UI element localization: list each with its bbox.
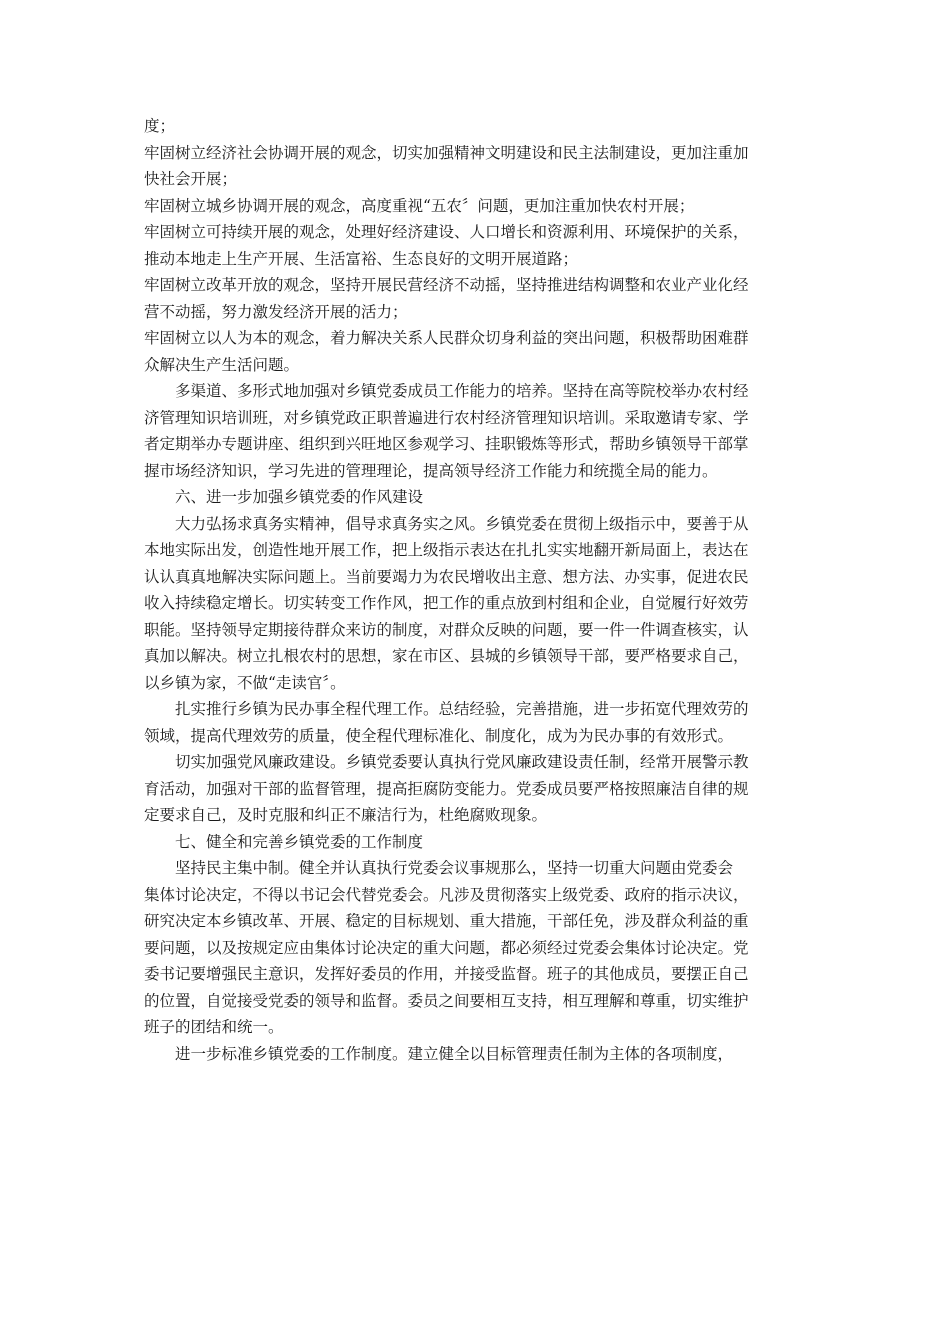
text-line: 的位置，自觉接受党委的领导和监督。委员之间要相互支持，相互理解和尊重，切实维护 — [144, 991, 749, 1010]
text-line: 多渠道、多形式地加强对乡镇党委成员工作能力的培养。坚持在高等院校举办农村经 — [175, 382, 749, 400]
text-line: 牢固树立城乡协调开展的观念，高度重视“五农〞问题，更加注重加快农村开展； — [144, 196, 695, 215]
text-line: 真加以解决。树立扎根农村的思想，家在市区、县城的乡镇领导干部，要严格要求自己， — [144, 647, 749, 665]
text-line: 营不动摇，努力激发经济开展的活力； — [144, 302, 408, 321]
text-line: 坚持民主集中制。健全并认真执行党委会议事规那么，坚持一切重大问题由党委会 — [175, 859, 734, 877]
text-line: 握市场经济知识，学习先进的管理理论，提高领导经济工作能力和统揽全局的能力。 — [144, 461, 718, 480]
text-line: 扎实推行乡镇为民办事全程代理工作。总结经验，完善措施，进一步拓宽代理效劳的 — [175, 700, 749, 718]
text-line: 育活动，加强对干部的监督管理，提高拒腐防变能力。党委成员要严格按照廉洁自律的规 — [144, 779, 749, 798]
text-line: 认认真真地解决实际问题上。当前要竭力为农民增收出主意、想方法、办实事，促进农民 — [144, 567, 749, 586]
text-line: 牢固树立以人为本的观念，着力解决关系人民群众切身利益的突出问题，积极帮助困难群 — [144, 329, 749, 347]
text-line: 班子的团结和统一。 — [144, 1018, 284, 1036]
text-line: 集体讨论决定，不得以书记会代替党委会。凡涉及贯彻落实上级党委、政府的指示决议， — [144, 885, 749, 904]
text-line: 进一步标准乡镇党委的工作制度。建立健全以目标管理责任制为主体的各项制度， — [175, 1044, 734, 1063]
text-line: 领域，提高代理效劳的质量，使全程代理标准化、制度化，成为为民办事的有效形式。 — [144, 726, 734, 745]
text-line: 切实加强党风廉政建设。乡镇党委要认真执行党风廉政建设责任制，经常开展警示教 — [175, 753, 749, 771]
text-line: 收入持续稳定增长。切实转变工作作风，把工作的重点放到村组和企业，自觉履行好效劳 — [144, 594, 749, 612]
text-line: 快社会开展； — [144, 170, 238, 188]
text-line: 以乡镇为家，不做“走读官〞。 — [144, 673, 346, 692]
text-line: 六、进一步加强乡镇党委的作风建设 — [175, 488, 424, 506]
text-line: 研究决定本乡镇改革、开展、稳定的目标规划、重大措施，干部任免，涉及群众利益的重 — [144, 912, 749, 930]
text-line: 牢固树立经济社会协调开展的观念，切实加强精神文明建设和民主法制建设，更加注重加 — [144, 143, 749, 162]
text-line: 职能。坚持领导定期接待群众来访的制度，对群众反映的问题，要一件一件调查核实，认 — [144, 620, 749, 639]
text-line: 要问题，以及按规定应由集体讨论决定的重大问题，都必须经过党委会集体讨论决定。党 — [144, 938, 749, 957]
text-line: 者定期举办专题讲座、组织到兴旺地区参观学习、挂职锻炼等形式，帮助乡镇领导干部掌 — [144, 435, 749, 453]
text-line: 本地实际出发，创造性地开展工作，把上级指示表达在扎扎实实地翻开新局面上，表达在 — [144, 541, 749, 559]
text-line: 推动本地走上生产开展、生活富裕、生态良好的文明开展道路； — [144, 249, 579, 268]
text-line: 七、健全和完善乡镇党委的工作制度 — [175, 832, 424, 851]
text-line: 牢固树立改革开放的观念，坚持开展民营经济不动摇，坚持推进结构调整和农业产业化经 — [144, 276, 749, 294]
text-line: 度； — [144, 117, 176, 135]
text-line: 众解决生产生活问题。 — [144, 355, 300, 374]
text-line: 济管理知识培训班，对乡镇党政正职普遍进行农村经济管理知识培训。采取邀请专家、学 — [144, 408, 749, 427]
text-line: 定要求自己，及时克服和纠正不廉洁行为，杜绝腐败现象。 — [144, 806, 548, 824]
text-line: 委书记要增强民主意识，发挥好委员的作用，并接受监督。班子的其他成员，要摆正自己 — [144, 965, 749, 983]
text-line: 大力弘扬求真务实精神，倡导求真务实之风。乡镇党委在贯彻上级指示中，要善于从 — [175, 514, 749, 533]
document-body — [144, 113, 806, 1067]
text-line: 牢固树立可持续开展的观念，处理好经济建设、人口增长和资源利用、环境保护的关系， — [144, 223, 749, 241]
